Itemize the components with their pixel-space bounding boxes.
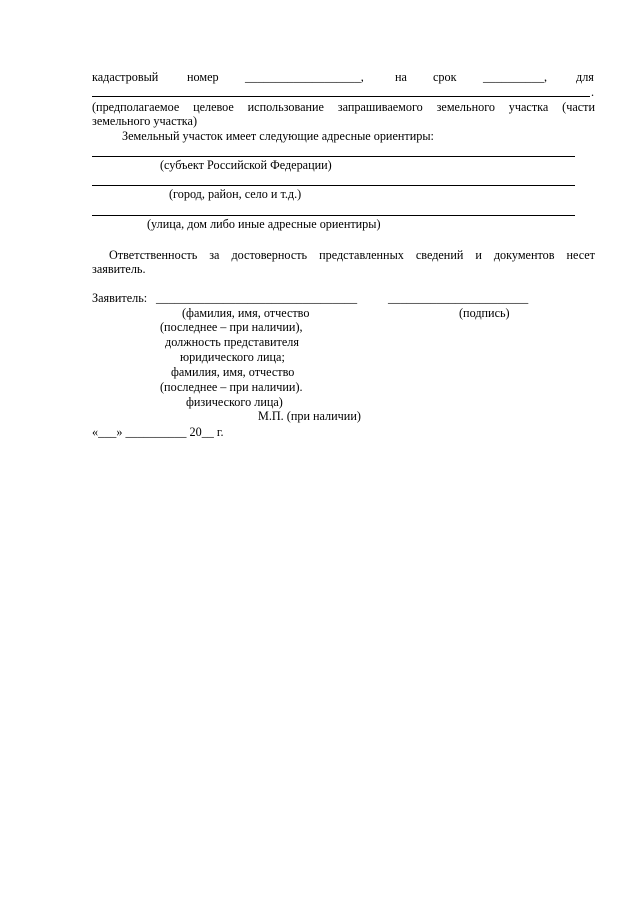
cadastral-number-blank: ___________________,: [245, 70, 364, 84]
name-caption-line-3: должность представителя: [165, 335, 299, 349]
for-label: для: [576, 70, 594, 84]
term-blank: __________,: [483, 70, 547, 84]
name-caption-line-7: физического лица): [186, 395, 283, 409]
name-caption-line-6: (последнее – при наличии).: [160, 380, 303, 394]
name-caption-line-2: (последнее – при наличии),: [160, 320, 303, 334]
street-line: [92, 215, 575, 216]
name-caption-line-4: юридического лица;: [180, 350, 285, 364]
purpose-line: [92, 96, 590, 97]
purpose-caption-continued: земельного участка): [92, 114, 198, 128]
applicant-label: Заявитель:: [92, 291, 148, 305]
purpose-end-period: .: [591, 85, 595, 99]
address-intro: Земельный участок имеет следующие адресные ориентиры:: [122, 129, 434, 143]
applicant-name-line: _________________________________: [156, 291, 358, 305]
responsibility-text-continued: заявитель.: [92, 262, 146, 276]
cadastral-label: кадастровый: [92, 70, 159, 84]
on-label: на: [395, 70, 407, 84]
number-label: номер: [187, 70, 219, 84]
stamp-label: М.П. (при наличии): [258, 409, 361, 423]
purpose-caption: (предполагаемое целевое использование запрашиваемого земельного участка (части: [92, 100, 595, 114]
subject-line: [92, 156, 575, 157]
city-caption: (город, район, село и т.д.): [169, 187, 302, 201]
subject-caption: (субъект Российской Федерации): [160, 158, 332, 172]
name-caption-line-5: фамилия, имя, отчество: [171, 365, 295, 379]
term-label: срок: [433, 70, 457, 84]
name-caption-line-1: (фамилия, имя, отчество: [182, 306, 310, 320]
city-line: [92, 185, 575, 186]
street-caption: (улица, дом либо иные адресные ориентиры): [147, 217, 381, 231]
applicant-signature-line: _______________________: [388, 291, 529, 305]
responsibility-text: Ответственность за достоверность представленных сведений и документов несет: [109, 248, 595, 262]
date-line: «___» __________ 20__ г.: [92, 425, 224, 439]
signature-caption: (подпись): [459, 306, 510, 320]
